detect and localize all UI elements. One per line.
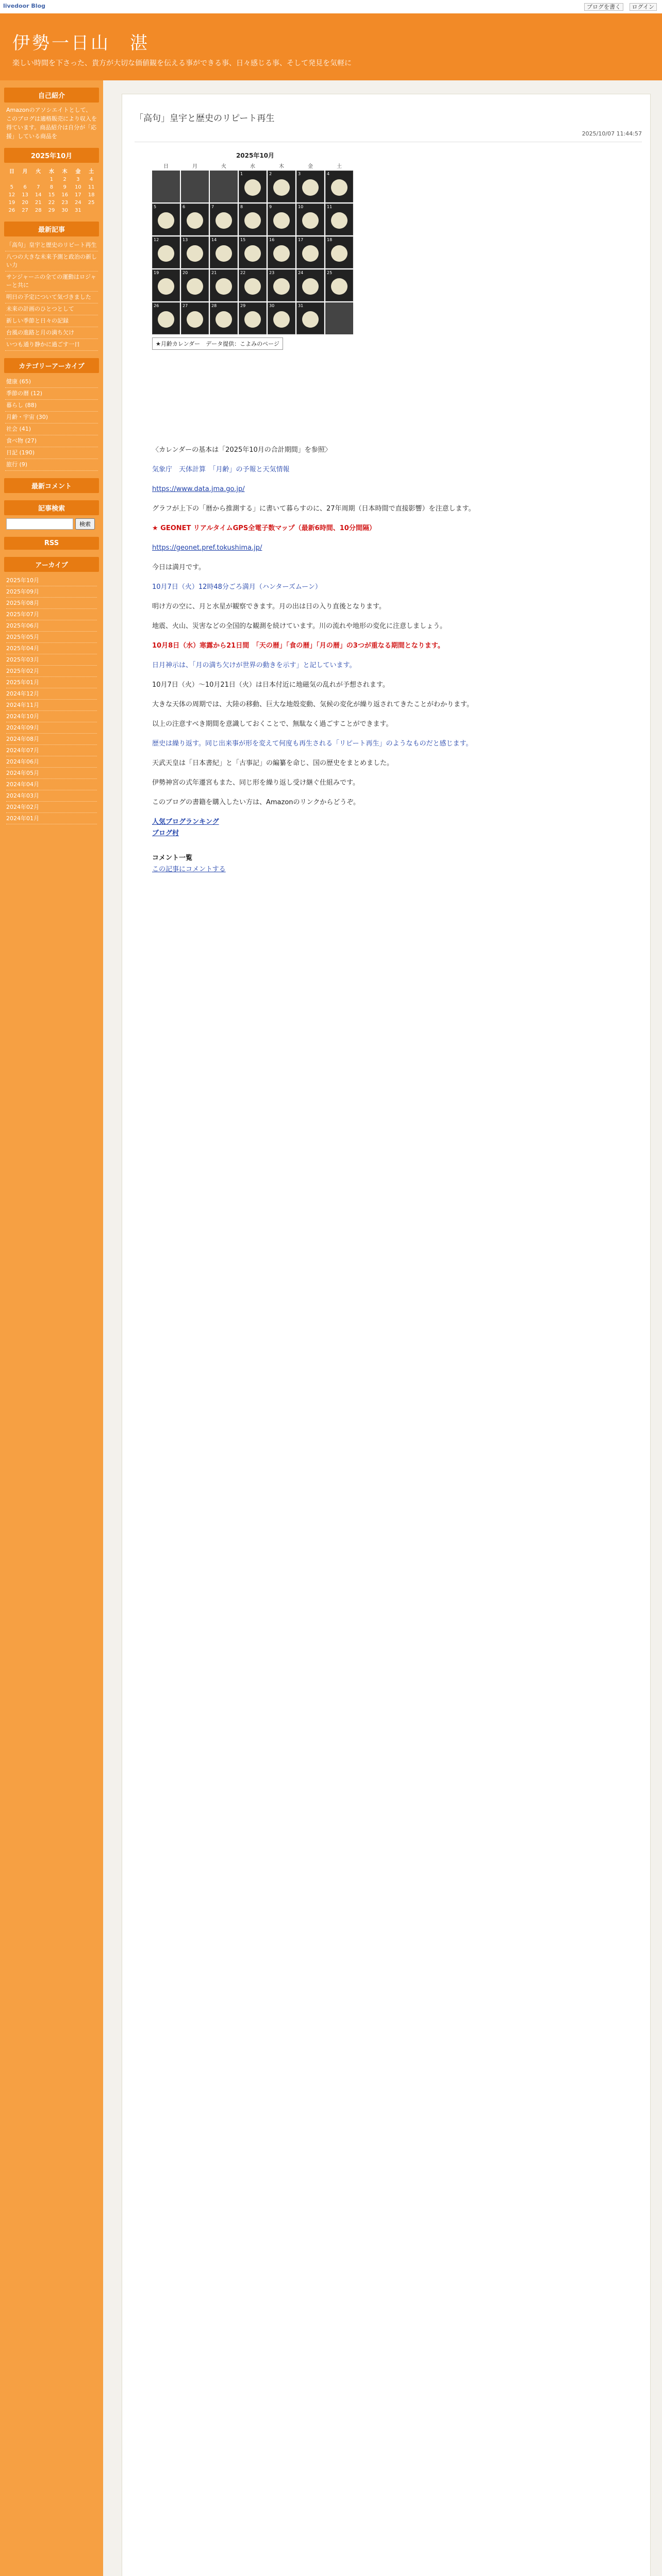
moon-day-number: 10 — [298, 205, 304, 209]
moon-day-cell — [325, 204, 353, 235]
calendar-day[interactable]: 1 — [49, 177, 54, 182]
post-paragraph: 今日は満月です。 — [152, 564, 205, 571]
archive-link[interactable]: 2024年01月 — [6, 813, 97, 824]
moon-phase-icon — [158, 311, 174, 328]
archive-link[interactable]: 2025年04月 — [6, 643, 97, 654]
moon-day-cell — [325, 269, 353, 301]
blog-title[interactable]: 伊勢一日山 湛 — [12, 33, 150, 54]
category-link[interactable]: 旅行 (9) — [5, 459, 98, 471]
about-heading: 自己紹介 — [4, 88, 99, 103]
post-paragraph: 10月7日（火）12時48分ごろ満月（ハンターズムーン） — [152, 583, 322, 591]
moon-phase-icon — [302, 278, 319, 295]
moon-day-cell — [152, 269, 180, 301]
post-paragraph: グラフが上下の「暦から推測する」に書いて暮らすのに、27年周期（日本時間で直接影響）を注意します。 — [152, 505, 475, 513]
category-link[interactable]: 日記 (190) — [5, 447, 98, 459]
archive-list — [0, 575, 103, 824]
moon-day-number: 6 — [183, 205, 186, 209]
ranking-link[interactable]: 人気ブログランキング — [152, 818, 219, 826]
service-logo[interactable]: livedoor Blog — [3, 3, 46, 9]
sidebar — [0, 80, 103, 2576]
moon-day-cell — [181, 204, 209, 235]
moon-phase-icon — [273, 179, 290, 196]
post-paragraph: 大きな天体の周期では、大陸の移動、巨大な地殻変動、気候の変化が繰り返されてきたことがわかります。 — [152, 701, 473, 708]
moon-phase-icon — [331, 278, 347, 295]
moon-day-cell — [296, 171, 324, 202]
calendar-day[interactable]: 30 — [61, 208, 69, 213]
calendar-day[interactable]: 8 — [49, 184, 54, 190]
moon-phase-icon — [158, 245, 174, 262]
calendar-day[interactable]: 27 — [22, 208, 28, 213]
moon-day-cell — [239, 269, 267, 301]
category-link[interactable]: 社会 (41) — [5, 423, 98, 435]
moon-day-cell — [152, 236, 180, 268]
calendar-day[interactable]: 3 — [76, 177, 80, 182]
moon-phase-icon — [273, 278, 290, 295]
archive-link[interactable]: 2025年05月 — [6, 632, 97, 643]
calendar-heading: 2025年10月 — [4, 148, 99, 163]
ranking-link[interactable]: ブログ村 — [152, 829, 179, 837]
calendar-weekday: 水 — [48, 169, 54, 175]
category-heading: カテゴリーアーカイブ — [4, 358, 99, 373]
calendar-weekday: 土 — [89, 169, 94, 175]
recent-post-link[interactable]: 未来の計画のひとつとして — [5, 303, 98, 315]
calendar-week — [5, 176, 98, 183]
moon-day-number: 20 — [183, 270, 188, 275]
reference-link[interactable]: https://www.data.jma.go.jp/ — [152, 485, 245, 493]
moon-phase-icon — [273, 311, 290, 328]
moon-phase-icon — [302, 212, 319, 229]
calendar-week — [5, 183, 98, 191]
moon-day-number: 19 — [154, 270, 159, 275]
moon-day-number: 4 — [327, 172, 330, 176]
comments-heading: コメント一覧 — [152, 854, 193, 862]
moon-calendar-title: 2025年10月 — [236, 152, 275, 159]
calendar-weekday: 金 — [75, 169, 81, 175]
sidebar-calendar — [5, 166, 98, 214]
calendar-day[interactable]: 23 — [61, 200, 69, 206]
calendar-week — [5, 207, 98, 214]
moon-day-cell — [210, 236, 238, 268]
recent-post-link[interactable]: 「高句」皇宇と歴史のリピート再生 — [5, 240, 98, 251]
moon-day-number: 3 — [298, 172, 301, 176]
category-link[interactable]: 季節の暦 (12) — [5, 388, 98, 400]
moon-phase-icon — [273, 212, 290, 229]
moon-day-cell — [268, 204, 295, 235]
search-input[interactable] — [6, 518, 73, 530]
moon-day-number: 31 — [298, 303, 304, 308]
moon-phase-icon — [244, 245, 261, 262]
moon-day-number: 11 — [327, 205, 333, 209]
moon-calendar-weekday: 火 — [221, 164, 226, 170]
moon-day-cell — [239, 236, 267, 268]
service-bar — [0, 0, 662, 14]
moon-day-number: 21 — [211, 270, 217, 275]
moon-day-cell — [268, 236, 295, 268]
calendar-day[interactable]: 6 — [23, 184, 27, 190]
moon-day-cell — [296, 269, 324, 301]
archive-link[interactable]: 2024年04月 — [6, 779, 97, 790]
add-comment-link[interactable]: この記事にコメントする — [152, 866, 226, 873]
calendar-day[interactable]: 22 — [48, 200, 55, 206]
blog-header — [0, 13, 662, 80]
moon-day-cell — [152, 302, 180, 334]
moon-day-number: 29 — [240, 303, 246, 308]
post-paragraph: 地震、火山、災害などの全国的な観測を続けています。川の流れや地形の変化に注意しましょう。 — [152, 622, 446, 630]
calendar-weekday: 木 — [62, 169, 68, 175]
archive-link[interactable]: 2025年07月 — [6, 609, 97, 620]
moon-day-cell — [181, 236, 209, 268]
category-link[interactable]: 食べ物 (27) — [5, 435, 98, 447]
moon-day-cell — [152, 204, 180, 235]
moon-phase-icon — [331, 245, 347, 262]
post-paragraph: 〈カレンダーの基本は「2025年10月の合計期間」を参照〉 — [152, 446, 332, 454]
archive-link[interactable]: 2024年05月 — [6, 768, 97, 779]
moon-day-number: 30 — [269, 303, 275, 308]
archive-link[interactable]: 2024年08月 — [6, 734, 97, 745]
moon-phase-icon — [216, 278, 232, 295]
moon-day-number: 5 — [154, 205, 157, 209]
moon-phase-icon — [158, 278, 174, 295]
calendar-day[interactable]: 25 — [88, 200, 95, 206]
moon-phase-icon — [187, 212, 203, 229]
archive-link[interactable]: 2024年10月 — [6, 711, 97, 722]
moon-day-cell — [268, 302, 295, 334]
moon-day-number: 9 — [269, 205, 272, 209]
calendar-weekday: 日 — [9, 169, 14, 175]
archive-link[interactable]: 2024年11月 — [6, 700, 97, 711]
archive-link[interactable]: 2024年03月 — [6, 790, 97, 802]
ranking-links — [152, 817, 637, 839]
about-text: Amazonのアソシエイトとして、このブログは適格販売により収入を得ています。商品紹介は自分が「応援」している商品を — [6, 107, 97, 140]
archive-link[interactable]: 2025年09月 — [6, 586, 97, 598]
rss-heading[interactable]: RSS — [4, 537, 99, 550]
reference-link[interactable]: https://geonet.pref.tokushima.jp/ — [152, 544, 262, 552]
calendar-day — [19, 176, 32, 183]
archive-link[interactable]: 2024年02月 — [6, 802, 97, 813]
calendar-day[interactable]: 29 — [48, 208, 55, 213]
moon-day-number: 7 — [211, 205, 214, 209]
calendar-day[interactable]: 28 — [35, 208, 42, 213]
moon-phase-icon — [187, 245, 203, 262]
moon-phase-icon — [158, 212, 174, 229]
moon-day-number: 14 — [211, 238, 217, 242]
recent-posts-list — [0, 240, 103, 351]
moon-day-cell — [210, 171, 238, 202]
post-paragraph: ★ GEONET リアルタイムGPS全電子数マップ（最新6時間、10分間隔） — [152, 524, 376, 532]
service-actions — [580, 3, 657, 11]
moon-day-number: 2 — [269, 172, 272, 176]
moon-phase-icon — [302, 245, 319, 262]
post-paragraph: 天武天皇は「日本書紀」と「古事記」の編纂を命じ、国の歴史をまとめました。 — [152, 759, 394, 767]
moon-day-cell — [152, 171, 180, 202]
calendar-day[interactable]: 10 — [75, 184, 81, 190]
archive-link[interactable]: 2025年08月 — [6, 598, 97, 609]
moon-phase-icon — [244, 212, 261, 229]
moon-day-number: 24 — [298, 270, 304, 275]
archive-link[interactable]: 2024年07月 — [6, 745, 97, 756]
recent-posts-heading: 最新記事 — [4, 222, 99, 236]
moon-day-cell — [239, 302, 267, 334]
calendar-day[interactable]: 11 — [88, 184, 95, 190]
moon-day-number: 16 — [269, 238, 275, 242]
archive-link[interactable]: 2025年01月 — [6, 677, 97, 688]
moon-phase-icon — [273, 245, 290, 262]
calendar-week — [5, 199, 98, 207]
recent-post-link[interactable]: サンジャーニの全ての運動はロジャーと共に — [5, 272, 98, 292]
moon-calendar-caption[interactable]: ★月齢カレンダー データ提供：こよみのページ — [152, 337, 283, 350]
calendar-day[interactable]: 9 — [63, 184, 67, 190]
moon-day-number: 8 — [240, 205, 243, 209]
archive-link[interactable]: 2025年03月 — [6, 654, 97, 666]
search-heading: 記事検索 — [4, 500, 99, 515]
moon-phase-icon — [187, 311, 203, 328]
moon-phase-icon — [244, 311, 261, 328]
moon-day-cell — [239, 171, 267, 202]
calendar-day[interactable]: 26 — [8, 208, 15, 213]
moon-calendar-weekday: 水 — [250, 164, 255, 170]
login-button[interactable]: ログイン — [630, 3, 657, 11]
moon-day-cell — [325, 236, 353, 268]
calendar-day[interactable]: 5 — [10, 184, 14, 190]
moon-day-number: 23 — [269, 270, 275, 275]
post-title[interactable]: 「高句」皇宇と歴史のリピート再生 — [135, 113, 275, 124]
moon-day-cell — [268, 171, 295, 202]
moon-phase-icon — [302, 311, 319, 328]
calendar-week — [5, 191, 98, 199]
calendar-weekday: 月 — [22, 169, 28, 175]
archive-link[interactable]: 2025年02月 — [6, 666, 97, 677]
moon-calendar-grid — [152, 162, 358, 334]
moon-day-number: 1 — [240, 172, 243, 176]
calendar-day — [85, 207, 98, 214]
calendar-day[interactable]: 24 — [75, 200, 81, 206]
moon-day-number: 22 — [240, 270, 246, 275]
moon-day-cell — [181, 269, 209, 301]
recent-post-link[interactable]: 明日の予定について気づきました — [5, 292, 98, 303]
moon-calendar — [152, 151, 358, 350]
moon-phase-icon — [187, 278, 203, 295]
moon-phase-icon — [244, 278, 261, 295]
moon-day-cell — [239, 204, 267, 235]
moon-day-cell — [325, 171, 353, 202]
moon-calendar-weekday: 土 — [337, 164, 342, 170]
moon-day-number: 15 — [240, 238, 246, 242]
archive-link[interactable]: 2025年06月 — [6, 620, 97, 632]
calendar-day[interactable]: 15 — [48, 192, 55, 198]
category-link[interactable]: 月齢・宇宙 (30) — [5, 412, 98, 423]
post-paragraph: 歴史は繰り返す。同じ出来事が形を変えて何度も再生される「リピート再生」のようなものだと感じます。 — [152, 740, 473, 748]
blog-subtitle: 楽しい時間を下さった、貴方が大切な価値観を伝える事ができる事、日々感じる事、そして発見を気軽に — [12, 59, 352, 67]
category-list — [0, 376, 103, 471]
moon-day-number: 26 — [154, 303, 159, 308]
moon-phase-icon — [244, 179, 261, 196]
search-button[interactable]: 検索 — [75, 518, 95, 530]
post-paragraph: 日月神示は、「月の満ち欠けが世界の動きを示す」と記しています。 — [152, 662, 356, 669]
moon-day-number: 25 — [327, 270, 333, 275]
moon-day-number: 28 — [211, 303, 217, 308]
search-box — [6, 518, 97, 530]
moon-calendar-weekday: 金 — [308, 164, 313, 170]
moon-phase-icon — [331, 179, 347, 196]
moon-calendar-weekday: 日 — [163, 164, 169, 170]
calendar-day — [31, 176, 45, 183]
post-paragraph: 10月8日（水）寒露から21日間 「天の暦」「食の暦」「月の暦」の3つが重なる期間となります。 — [152, 642, 444, 650]
article — [122, 94, 651, 2576]
moon-phase-icon — [331, 212, 347, 229]
calendar-day[interactable]: 2 — [63, 177, 67, 182]
moon-phase-icon — [216, 212, 232, 229]
category-link[interactable]: 暮らし (88) — [5, 400, 98, 412]
post-body — [152, 445, 637, 884]
calendar-day[interactable]: 17 — [75, 192, 81, 198]
calendar-day[interactable]: 14 — [35, 192, 42, 198]
post-paragraph: このブログの書籍を購入したい方は、Amazonのリンクからどうぞ。 — [152, 799, 360, 806]
archive-link[interactable]: 2024年06月 — [6, 756, 97, 768]
moon-day-number: 12 — [154, 238, 159, 242]
calendar-weekday: 火 — [36, 169, 41, 175]
moon-day-cell — [210, 269, 238, 301]
recent-post-link[interactable]: いつも通り静かに過ごす一日 — [5, 339, 98, 351]
calendar-day[interactable]: 12 — [8, 192, 15, 198]
moon-phase-icon — [216, 245, 232, 262]
archive-link[interactable]: 2024年09月 — [6, 722, 97, 734]
moon-day-number: 13 — [183, 238, 188, 242]
calendar-day[interactable]: 20 — [22, 200, 28, 206]
moon-day-cell — [210, 302, 238, 334]
moon-day-number: 18 — [327, 238, 333, 242]
moon-day-cell — [325, 302, 353, 334]
moon-calendar-weekday: 木 — [279, 164, 284, 170]
moon-phase-icon — [302, 179, 319, 196]
calendar-day — [5, 176, 19, 183]
archive-link[interactable]: 2024年12月 — [6, 688, 97, 700]
archive-link[interactable]: 2025年10月 — [6, 575, 97, 586]
write-blog-button[interactable]: ブログを書く — [584, 3, 623, 11]
recent-post-link[interactable]: 台風の進路と月の満ち欠け — [5, 327, 98, 339]
moon-day-cell — [296, 236, 324, 268]
calendar-day[interactable]: 19 — [8, 200, 15, 206]
moon-day-cell — [210, 204, 238, 235]
calendar-day[interactable]: 13 — [22, 192, 28, 198]
calendar-day[interactable]: 21 — [35, 200, 42, 206]
archive-heading: アーカイブ — [4, 557, 99, 572]
calendar-day[interactable]: 31 — [75, 208, 81, 213]
calendar-day[interactable]: 18 — [88, 192, 95, 198]
moon-day-cell — [181, 302, 209, 334]
moon-calendar-weekday: 月 — [192, 164, 197, 170]
calendar-day[interactable]: 7 — [37, 184, 40, 190]
moon-phase-icon — [216, 311, 232, 328]
post-paragraph: 伊勢神宮の式年遷宮もまた、同じ形を繰り返し受け継ぐ仕組みです。 — [152, 779, 359, 787]
moon-day-cell — [181, 171, 209, 202]
moon-day-cell — [268, 269, 295, 301]
post-date: 2025/10/07 11:44:57 — [582, 130, 642, 137]
category-link[interactable]: 健康 (65) — [5, 376, 98, 388]
recent-post-link[interactable]: 新しい季節と日々の記録 — [5, 315, 98, 327]
comments-heading: 最新コメント — [4, 478, 99, 493]
recent-post-link[interactable]: 八つの大きな未来予測と政治の新しい力 — [5, 251, 98, 272]
post-paragraph: 明け方の空に、月と水星が観察できます。月の出は日の入り直後となります。 — [152, 603, 386, 611]
moon-day-number: 17 — [298, 238, 304, 242]
post-paragraph: 10月7日（火）〜10月21日（火）は日本付近に地磁気の乱れが予想されます。 — [152, 681, 389, 689]
calendar-day[interactable]: 16 — [61, 192, 69, 198]
calendar-day[interactable]: 4 — [89, 177, 93, 182]
post-paragraph: 以上の注意すべき期間を意識しておくことで、無駄なく過ごすことができます。 — [152, 720, 393, 728]
moon-day-cell — [296, 204, 324, 235]
moon-day-cell — [296, 302, 324, 334]
post-paragraph: 気象庁 天体計算 「月齢」の予報と天気情報 — [152, 466, 290, 473]
moon-day-number: 27 — [183, 303, 188, 308]
